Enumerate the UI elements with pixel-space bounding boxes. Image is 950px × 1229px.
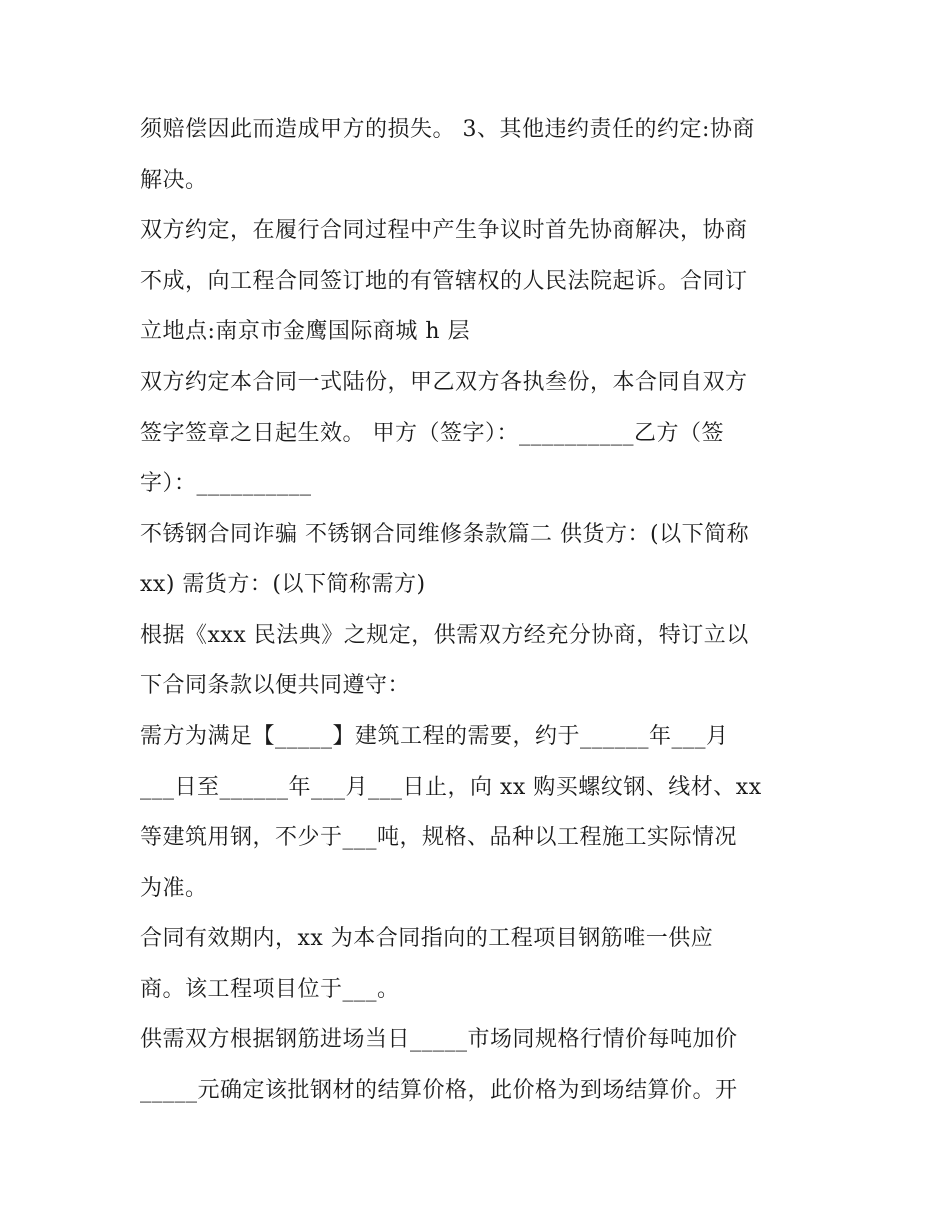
text-line: ___日至______年___月___日止，向 xx 购买螺纹钢、线材、xx	[140, 775, 762, 800]
text-line: _____元确定该批钢材的结算价格，此价格为到场结算价。开	[140, 1078, 738, 1103]
text-line: xx) 需货方：(以下简称需方)	[140, 572, 426, 597]
text-line: 字）：__________	[140, 471, 312, 496]
text-line: 需方为满足【_____】建筑工程的需要，约于______年___月	[140, 724, 729, 749]
text-line: 双方约定，在履行合同过程中产生争议时首先协商解决，协商	[140, 218, 748, 243]
text-line: 不成，向工程合同签订地的有管辖权的人民法院起诉。合同订	[140, 269, 748, 294]
text-line: 等建筑用钢，不少于___吨，规格、品种以工程施工实际情况	[140, 825, 738, 850]
text-line: 立地点:南京市金鹰国际商城 h 层	[140, 319, 471, 344]
text-line: 不锈钢合同诈骗 不锈钢合同维修条款篇二 供货方：(以下简称	[140, 522, 750, 547]
text-line: 合同有效期内，xx 为本合同指向的工程项目钢筋唯一供应	[140, 926, 714, 951]
text-line: 下合同条款以便共同遵守：	[140, 673, 411, 698]
text-line: 签字签章之日起生效。 甲方（签字）：__________乙方（签	[140, 421, 724, 446]
text-line: 须赔偿因此而造成甲方的损失。 3、其他违约责任的约定:协商	[140, 117, 755, 142]
text-line: 解决。	[140, 168, 208, 193]
text-line: 商。该工程项目位于___。	[140, 977, 400, 1002]
text-line: 为准。	[140, 876, 208, 901]
text-line: 双方约定本合同一式陆份，甲乙双方各执叁份，本合同自双方	[140, 370, 748, 395]
text-line: 根据《xxx 民法典》之规定，供需双方经充分协商，特订立以	[140, 623, 749, 648]
text-line: 供需双方根据钢筋进场当日_____市场同规格行情价每吨加价	[140, 1027, 738, 1052]
